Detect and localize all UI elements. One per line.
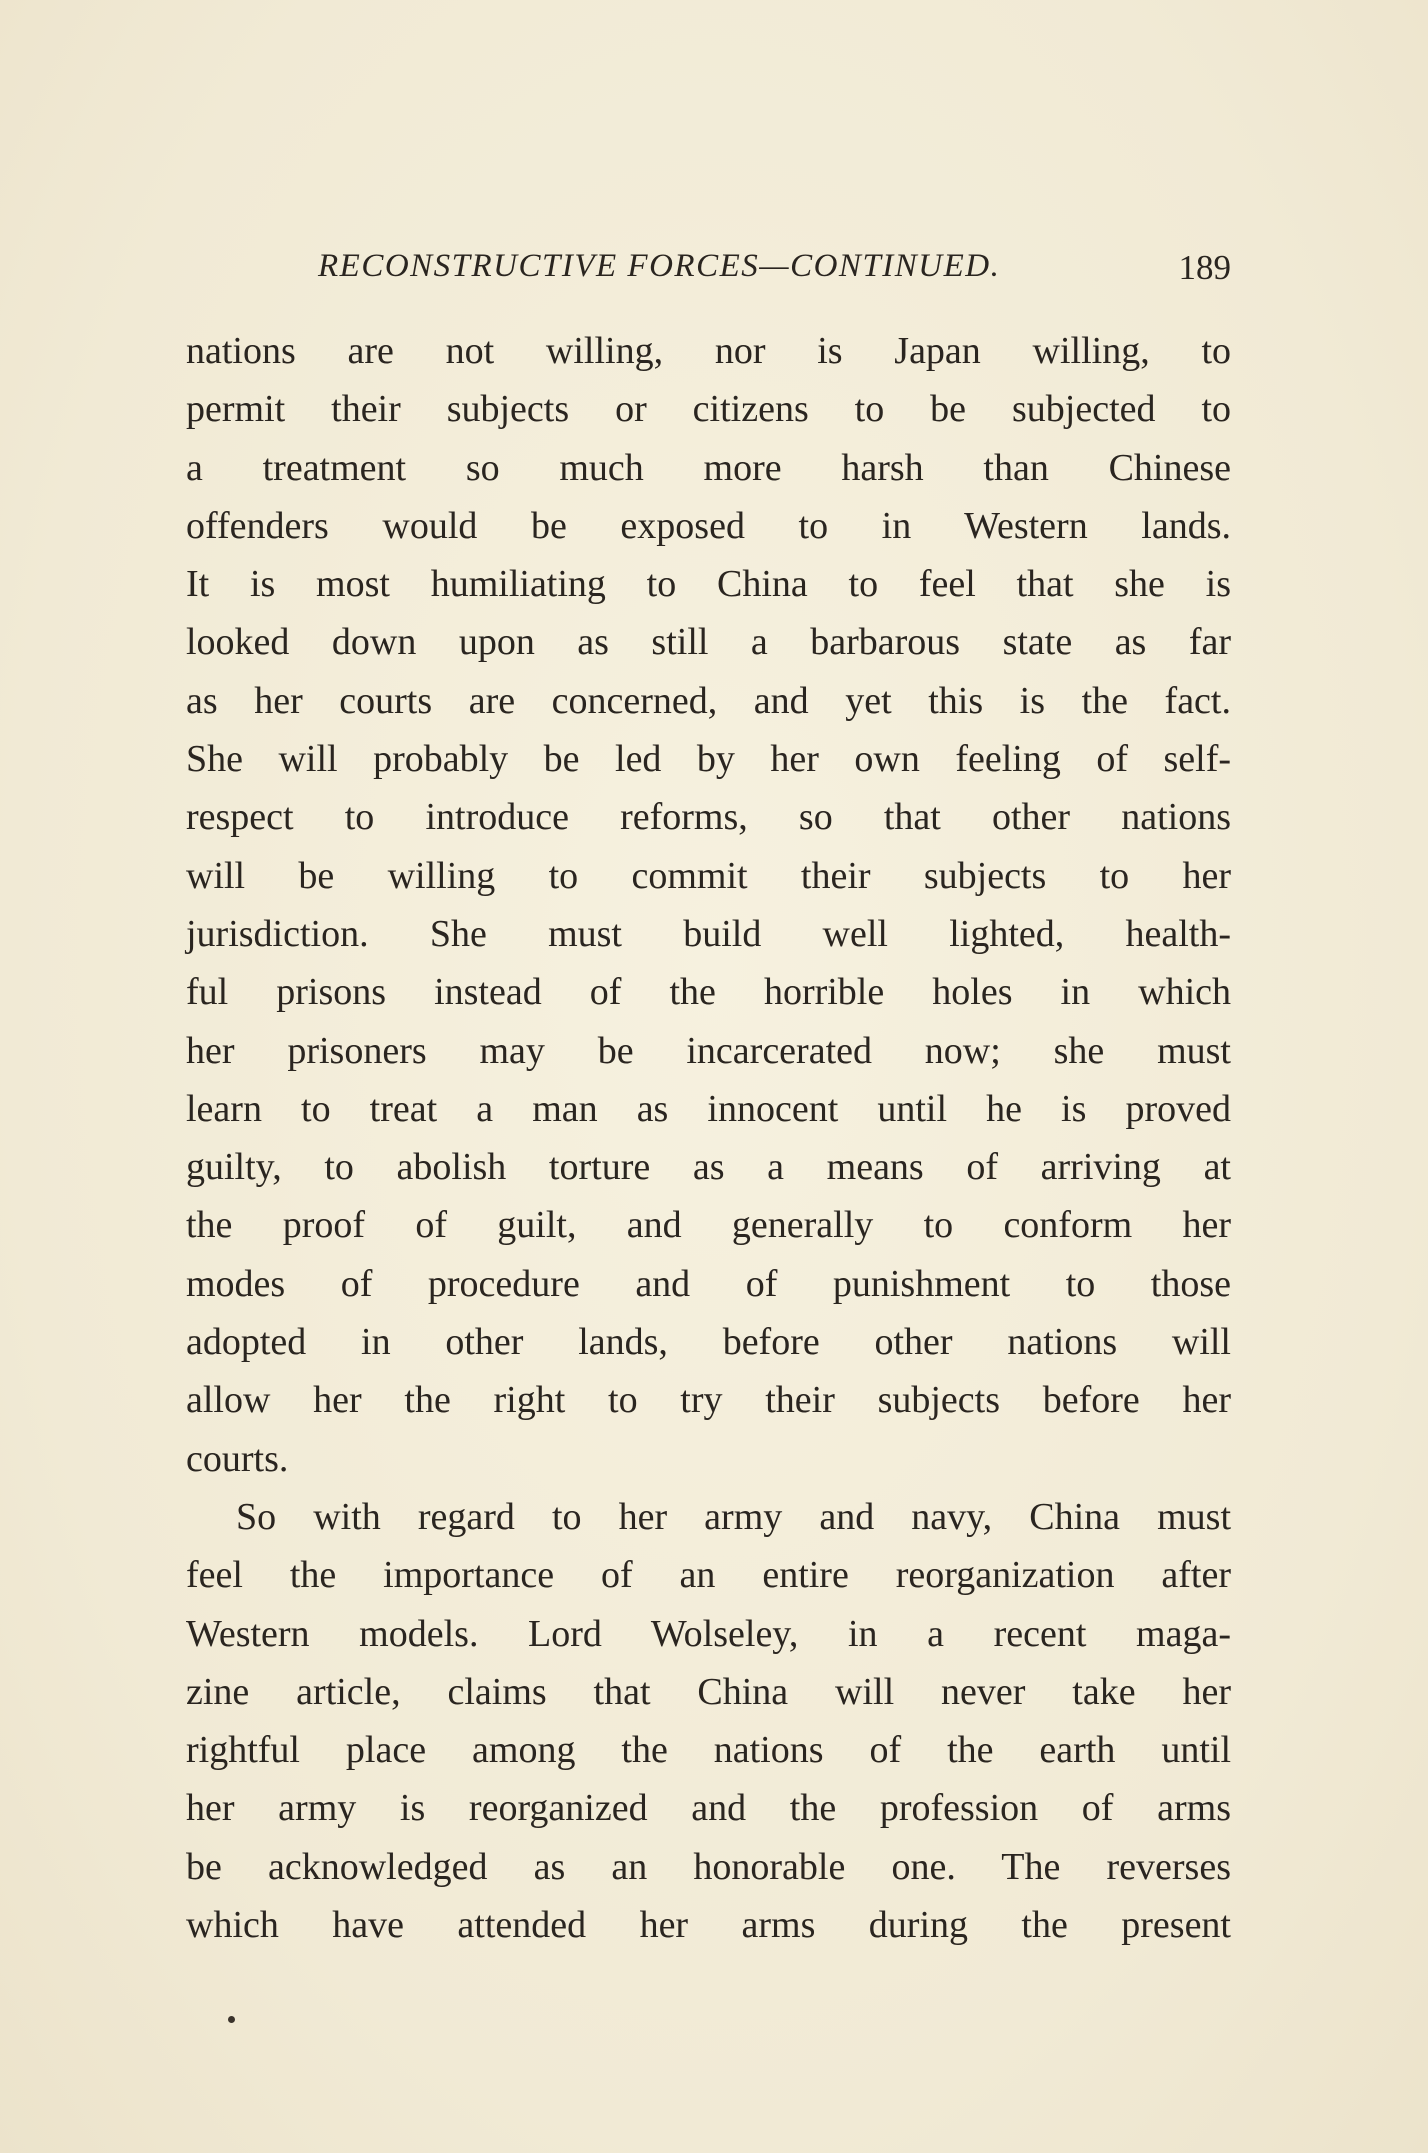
text-line: zine article, claims that China will never take her (186, 1670, 1231, 1713)
text-line: adopted in other lands, before other nations will (186, 1321, 1231, 1364)
text-line: ful prisons instead of the horrible holes in which (186, 971, 1231, 1014)
text-line: as her courts are concerned, and yet this is the fact. (186, 679, 1231, 722)
text-line: jurisdiction. She must build well lighted, health- (186, 912, 1231, 955)
text-line: modes of procedure and of punishment to those (186, 1262, 1231, 1305)
text-line: It is most humiliating to China to feel that she is (186, 563, 1231, 606)
text-line: a treatment so much more harsh than Chinese (186, 446, 1231, 489)
paragraph-start-line: So with regard to her army and navy, China must (236, 1495, 1231, 1538)
text-line: her prisoners may be incarcerated now; she must (186, 1029, 1231, 1072)
text-line: allow her the right to try their subjects before her (186, 1379, 1231, 1422)
text-line: nations are not willing, nor is Japan willing, to (186, 330, 1231, 372)
text-line: looked down upon as still a barbarous state as far (186, 621, 1231, 664)
text-line: rightful place among the nations of the earth until (186, 1729, 1231, 1772)
text-line: She will probably be led by her own feeling of self- (186, 738, 1231, 781)
body-text (186, 322, 1231, 1954)
text-line: which have attended her arms during the present (186, 1904, 1231, 1947)
text-line: offenders would be exposed to in Western lands. (186, 504, 1231, 547)
running-head: RECONSTRUCTIVE FORCES—CONTINUED. (318, 248, 1001, 284)
page-header (186, 248, 1231, 292)
page-number: 189 (1178, 248, 1231, 287)
text-line: respect to introduce reforms, so that other nations (186, 796, 1231, 839)
text-line: permit their subjects or citizens to be subjected to (186, 388, 1231, 431)
text-line: learn to treat a man as innocent until he is proved (186, 1087, 1231, 1130)
text-line: guilty, to abolish torture as a means of arriving at (186, 1146, 1231, 1189)
text-line: will be willing to commit their subjects to her (186, 854, 1231, 897)
ink-speck (228, 2016, 235, 2023)
text-line: Western models. Lord Wolseley, in a recent maga- (186, 1612, 1231, 1655)
paragraph-end-line: courts. (186, 1437, 289, 1480)
text-line: feel the importance of an entire reorganization after (186, 1554, 1231, 1597)
text-line: the proof of guilt, and generally to conform her (186, 1204, 1231, 1247)
text-line: be acknowledged as an honorable one. The reverses (186, 1845, 1231, 1888)
text-line: her army is reorganized and the profession of arms (186, 1787, 1231, 1830)
